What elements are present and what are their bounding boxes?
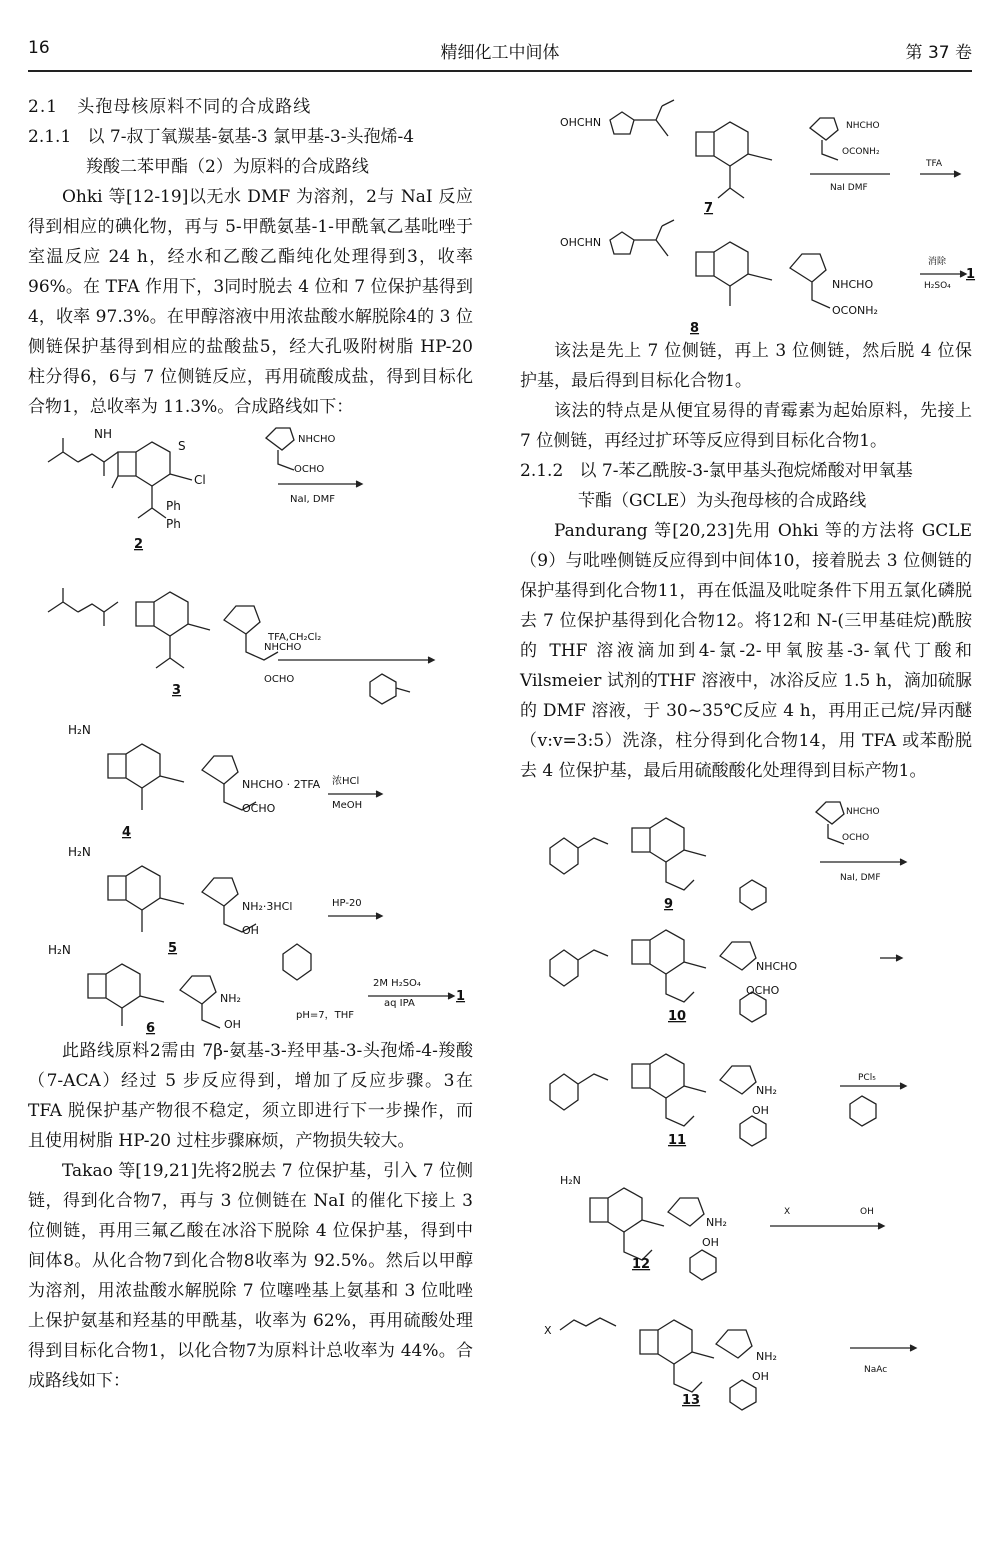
label-compound-12: 12: [632, 1257, 651, 1272]
nh2-hcl-5: NH₂·3HCl: [242, 900, 293, 913]
reagent3-ocho: OCHO: [842, 833, 870, 843]
oh-13: OH: [752, 1370, 769, 1383]
ocho-4: OCHO: [242, 802, 276, 815]
reagent2-oconh2: OCONH₂: [842, 147, 880, 157]
subsection-number: 2.1.1: [28, 127, 72, 147]
reagent-tfa: TFA,CH₂Cl₂: [268, 632, 322, 643]
ohchn-7: OHCHN: [560, 116, 602, 129]
reagent3-nhcho: NHCHO: [846, 807, 880, 817]
reagent2-nhcho: NHCHO: [846, 121, 880, 131]
oh-12: OH: [702, 1236, 719, 1249]
compound-3-structure: [48, 588, 278, 668]
label-compound-1b: 1: [966, 267, 976, 282]
subsection-title-line1: 以 7-叔丁氧羰基-氨基-3 氯甲基-3-头孢烯-4: [87, 127, 415, 147]
ph-label-2: Ph: [166, 517, 181, 531]
oh-reagent: OH: [860, 1207, 874, 1217]
reagent3-naac: NaAc: [864, 1365, 888, 1375]
reagent-ph7: pH=7，THF: [296, 1010, 354, 1021]
nh2-11: NH₂: [756, 1084, 777, 1097]
label-compound-10: 10: [668, 1009, 687, 1024]
oconh2-8: OCONH₂: [832, 304, 878, 317]
oh-11: OH: [752, 1104, 769, 1117]
reagent-naI-dmf: NaI, DMF: [290, 494, 335, 505]
reagent2-elim: 消除: [928, 257, 947, 267]
label-compound-13: 13: [682, 1393, 701, 1408]
oh-5: OH: [242, 924, 259, 937]
paragraph-takao: Takao 等[19,21]先将2脱去 7 位保护基，引入 7 位侧链，得到化合物7，再与 3 位侧链在 NaI 的催化下接上 3 位侧链，再用三氟乙酸在冰浴下脱除 4 位保护基，得到中间体8。从化合物7到化合物8收率为 92.5%。然后以甲醇为溶剂，用浓盐酸水解脱除 7 位噻唑基上氨基和 3 位吡唑上保护氨基和羟基的甲酰基，收率为 62%，再用硫酸处理得到目标化合物1，以化合物7为原料计总收率为 44%。合成路线如下：: [28, 1161, 473, 1391]
label-compound-8: 8: [690, 321, 700, 336]
reagent2-h2so4: H₂SO₄: [924, 281, 951, 291]
nhcho-8: NHCHO: [832, 278, 874, 291]
section-2-1-1-heading: [28, 122, 473, 182]
ocho-10: OCHO: [746, 984, 780, 997]
paragraph-ohki: Ohki 等[12-19]以无水 DMF 为溶剂，2与 NaI 反应得到相应的碘化物，再与 5-甲酰氨基-1-甲酰氧乙基吡唑于室温反应 24 h，经水和乙酸乙酯纯化处理得到3，收率 96%。在 TFA 作用下，3同时脱去 4 位和 7 位保护基得到4，收率 97.3%。在甲醇溶液中用浓盐酸水解脱除4的 3 位侧链保护基得到相应的盐酸盐5，经大孔吸附树脂 HP-20 柱分得6，6与 7 位侧链反应，再用硫酸成盐，得到目标化合物1，总收率为 11.3%。合成路线如下：: [28, 187, 473, 417]
left-column: [28, 92, 473, 1396]
label-compound-2: 2: [134, 537, 144, 552]
reagent3-pcl5: PCl₅: [858, 1073, 876, 1083]
reagent-h2so4: 2M H₂SO₄: [373, 978, 421, 989]
h2n-6: H₂N: [48, 943, 71, 957]
compound-4-structure: [108, 744, 256, 810]
nhcho-tfa: NHCHO · 2TFA: [242, 778, 321, 791]
section-2-1-2-heading: [520, 456, 972, 516]
label-compound-11: 11: [668, 1133, 687, 1148]
section-number: 2.1: [28, 97, 59, 117]
paragraph-route-drawbacks: 此路线原料2需由 7β-氨基-3-羟甲基-3-头孢烯-4-羧酸（7-ACA）经过 5 步反应得到，增加了反应步骤。3在 TFA 脱保护基产物很不稳定，须立即进行下一步操作，而且使用树脂 HP-20 过柱步骤麻烦，产物损失较大。: [28, 1041, 473, 1151]
nh2-12: NH₂: [706, 1216, 727, 1229]
s-label: S: [178, 439, 186, 453]
scheme-3-svg: [520, 788, 972, 1408]
compound-6-structure: [88, 944, 311, 1028]
ohchn-8: OHCHN: [560, 236, 602, 249]
ocho-3: OCHO: [264, 674, 295, 685]
x-reagent: X: [784, 1207, 791, 1217]
nh2-6: NH₂: [220, 992, 241, 1005]
label-compound-9: 9: [664, 897, 674, 912]
nh2-13: NH₂: [756, 1350, 777, 1363]
compound-5-structure: [108, 866, 256, 932]
oh-6: OH: [224, 1018, 241, 1031]
subsection-2-title-line1: 以 7-苯乙酰胺-3-氯甲基头孢烷烯酸对甲氧基: [579, 461, 913, 481]
ph-label-1: Ph: [166, 499, 181, 513]
reagent-nhcho-3: NHCHO: [264, 642, 302, 653]
journal-title: 精细化工中间体: [440, 43, 560, 63]
h2n-4: H₂N: [68, 723, 91, 737]
reagent3-naI: NaI, DMF: [840, 873, 881, 883]
label-compound-1: 1: [456, 989, 466, 1004]
label-compound-3: 3: [172, 683, 182, 698]
reagent-ipa: aq IPA: [384, 998, 415, 1009]
right-column: [520, 92, 976, 1410]
x-13: X: [544, 1324, 552, 1337]
label-compound-6: 6: [146, 1021, 156, 1036]
scheme-1-svg: [28, 424, 473, 1034]
reagent2-tfa: TFA: [926, 159, 943, 169]
reagent-hcl: 浓HCl: [332, 776, 360, 787]
section-2-1-heading: [28, 92, 473, 122]
page-header: [28, 34, 972, 72]
reagent-meoh: MeOH: [332, 800, 363, 811]
scheme-2-svg: [520, 92, 976, 336]
h2n-5: H₂N: [68, 845, 91, 859]
reagent-nhcho: NHCHO: [298, 434, 336, 445]
cl-label: Cl: [194, 473, 206, 487]
label-compound-5: 5: [168, 941, 178, 956]
subsection-title-line2: 羧酸二苯甲酯（2）为原料的合成路线: [86, 157, 369, 177]
synthesis-scheme-1: [28, 424, 473, 1034]
subsection-number-2: 2.1.2: [520, 461, 564, 481]
paragraph-pandurang: Pandurang 等[20,23]先用 Ohki 等的方法将 GCLE（9）与吡唑侧链反应得到中间体10，接着脱去 3 位侧链的保护基得到化合物11，再在低温及吡啶条件下用五氯化磷脱去 7 位保护基得到化合物12。将12和 N-(三甲基硅烷)酰胺的 THF 溶液滴加到4-氯-2-甲氧胺基-3-氧代丁酸和 Vilsmeier 试剂的THF 溶液中，冰浴反应 1.5 h，滴加硫脲的 DMF 溶液，于 30~35℃反应 4 h，再用正己烷/异丙醚（v:v=3:5）洗涤，柱分得到化合物14，用 TFA 或苯酚脱去 4 位保护基，最后用硫酸酸化处理得到目标产物1。: [520, 521, 972, 781]
reagent-hp20: HP-20: [332, 898, 362, 909]
page-number: 16: [28, 38, 50, 58]
h2n-12: H₂N: [560, 1174, 581, 1187]
label-compound-4: 4: [122, 825, 132, 840]
synthesis-scheme-2: [520, 92, 976, 336]
synthesis-scheme-3: [520, 788, 972, 1408]
reagent2-naI: NaI DMF: [830, 183, 868, 193]
paragraph-method-feature: 该法的特点是从便宜易得的青霉素为起始原料，先接上 7 位侧链，再经过扩环等反应得到目标化合物1。: [520, 401, 972, 451]
label-compound-7: 7: [704, 201, 714, 216]
paragraph-method-summary: 该法是先上 7 位侧链，再上 3 位侧链，然后脱 4 位保护基，最后得到目标化合物1。: [520, 341, 972, 391]
volume-label: 第 37 卷: [905, 43, 972, 63]
nhcho-10: NHCHO: [756, 960, 798, 973]
section-title: 头孢母核原料不同的合成路线: [77, 97, 312, 117]
reagent-ocho: OCHO: [294, 464, 325, 475]
nh-label: NH: [94, 427, 112, 441]
subsection-2-title-line2: 苄酯（GCLE）为头孢母核的合成路线: [578, 491, 867, 511]
